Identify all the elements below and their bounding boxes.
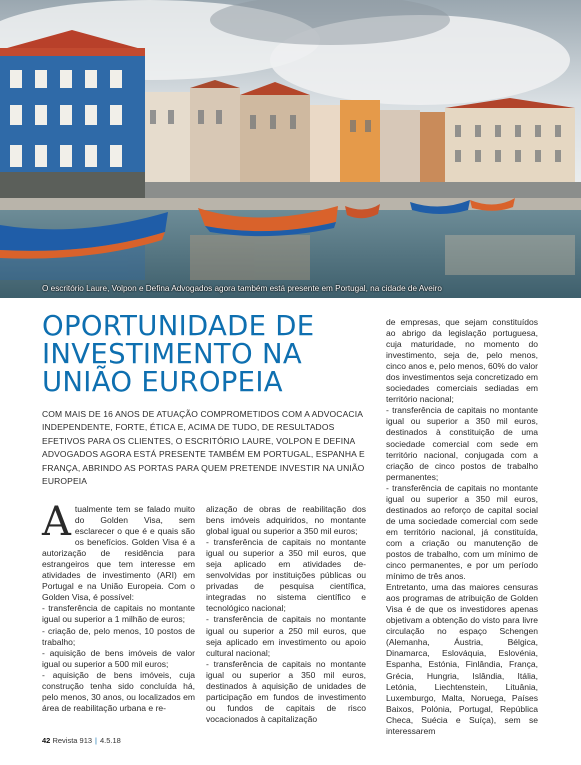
body-paragraph: - transferência de capitais no montante igual ou superior a 350 mil euros, que seja aplicado em atividades de-senvolvidas por instituições públicas ou privadas de pesquisa científica, integradas no sistema científico e tecnológico nacional; xyxy=(206,537,366,614)
body-text: tualmente tem se falado muito do Golden Visa, sem esclarecer o que é e quais são os benefícios. Golden Visa é a autorização de residência para estrangeiros que tem interesse em atividades de investimento (ARI) em Portugal e na União Europeia. Com o Golden Visa, é possível: xyxy=(42,504,195,603)
article-lead: COM MAIS DE 16 ANOS DE ATUAÇÃO COMPROMETIDOS COM A ADVOCACIA INDEPENDENTE, FORTE, ÉTICA E, ACIMA DE TUDO, DE RESULTADOS EFETIVOS PARA OS CLIENTES, O ESCRITÓRIO LAURE, VOLPON E DEFINA ADVOGADOS AGORA ESTÁ PRESENTE TAMBÉM EM PORTUGAL, ESPANHA E FRANÇA, ABRINDO AS PORTAS PARA QUEM PRETENDE INVESTIR NA UNIÃO EUROPEIA xyxy=(42,409,365,487)
body-paragraph: - aquisição de bens imóveis de valor igual ou superior a 500 mil euros; xyxy=(42,647,195,669)
page-number: 42 xyxy=(42,736,51,745)
body-paragraph: - criação de, pelo menos, 10 postos de trabalho; xyxy=(42,625,195,647)
issue-date: 4.5.18 xyxy=(100,736,121,745)
headline-line: INVESTIMENTO NA xyxy=(42,338,302,370)
magazine-name: Revista 913 xyxy=(52,736,93,745)
body-paragraph: alização de obras de reabilitação dos bens imóveis adquiridos, no montante global igual ou superior a 350 mil euros; xyxy=(206,504,366,537)
body-column-2 xyxy=(206,504,366,725)
body-paragraph: - transferência de capitais no montante igual ou superior a 350 mil euros, destinados à aquisição de unidades de participação em fundos de investimento ou fundos de capitais de risco vocacionados à capitalização xyxy=(206,658,366,724)
body-column-1 xyxy=(42,499,195,714)
body-paragraph: - transferência de capitais no montante igual ou superior a 350 mil euros, destinados ao reforço de capital social de uma sociedade comercial com sede em território nacional, já constituída, com a criação ou manutenção de postos de trabalho, com um mínimo de cinco permanentes, e por um período mínimo de três anos. xyxy=(386,482,538,582)
footer-separator: | xyxy=(95,736,97,745)
body-paragraph: - transferência de capitais no montante igual ou superior a 1 milhão de euros; xyxy=(42,603,195,625)
headline-line: UNIÃO EUROPEIA xyxy=(42,366,283,398)
body-paragraph: - transferência de capitais no montante igual ou superior a 250 mil euros, que seja aplicado em investimento ou apoio cultural nacional; xyxy=(206,614,366,658)
article-headline xyxy=(42,312,382,396)
body-paragraph: - transferência de capitais no montante igual ou superior a 350 mil euros, destinados à constituição de uma sociedade comercial com sede em território nacional, conjugada com a criação de cinco postos de trabalho permanentes; xyxy=(386,405,538,482)
body-paragraph: Entretanto, uma das maiores censuras aos programas de atribuição de Golden Visa é de que os investidores apenas objetivam a obtenção do visto para livre circulação no espaço Schengen (Alemanha, Áustria, Bélgica, Dinamarca, Eslováquia, Eslovénia, Espanha, Estónia, Finlândia, França, Grécia, Hungria, Islândia, Itália, Letónia, Liechtenstein, Lituânia, Luxemburgo, Malta, Noruega, Países Baixos, Polónia, Portugal, República Checa, Suécia e Suíça), sem se interessarem xyxy=(386,582,538,736)
hero-photo xyxy=(0,0,581,298)
body-column-3 xyxy=(386,317,538,737)
page-footer xyxy=(42,736,121,745)
photo-caption: O escritório Laure, Volpon e Defina Advogados agora também está presente em Portugal, na cidade de Aveiro xyxy=(42,284,442,293)
headline-line: OPORTUNIDADE DE xyxy=(42,310,315,342)
drop-cap: A xyxy=(42,499,71,545)
body-paragraph: de empresas, que sejam constituídos ao abrigo da legislação portuguesa, cuja maturidade, no momento do investimento, seja de, pelo menos, cinco anos e, pelo menos, 60% do valor dos investimentos seja concretizado em sociedades comerciais sediadas em território nacional; xyxy=(386,317,538,405)
body-paragraph xyxy=(42,499,195,603)
aveiro-canal-illustration xyxy=(0,0,581,298)
body-paragraph: - aquisição de bens imóveis, cuja construção tenha sido concluída há, pelo menos, 30 anos, ou localizados em área de reabilitação urbana e re- xyxy=(42,669,195,713)
